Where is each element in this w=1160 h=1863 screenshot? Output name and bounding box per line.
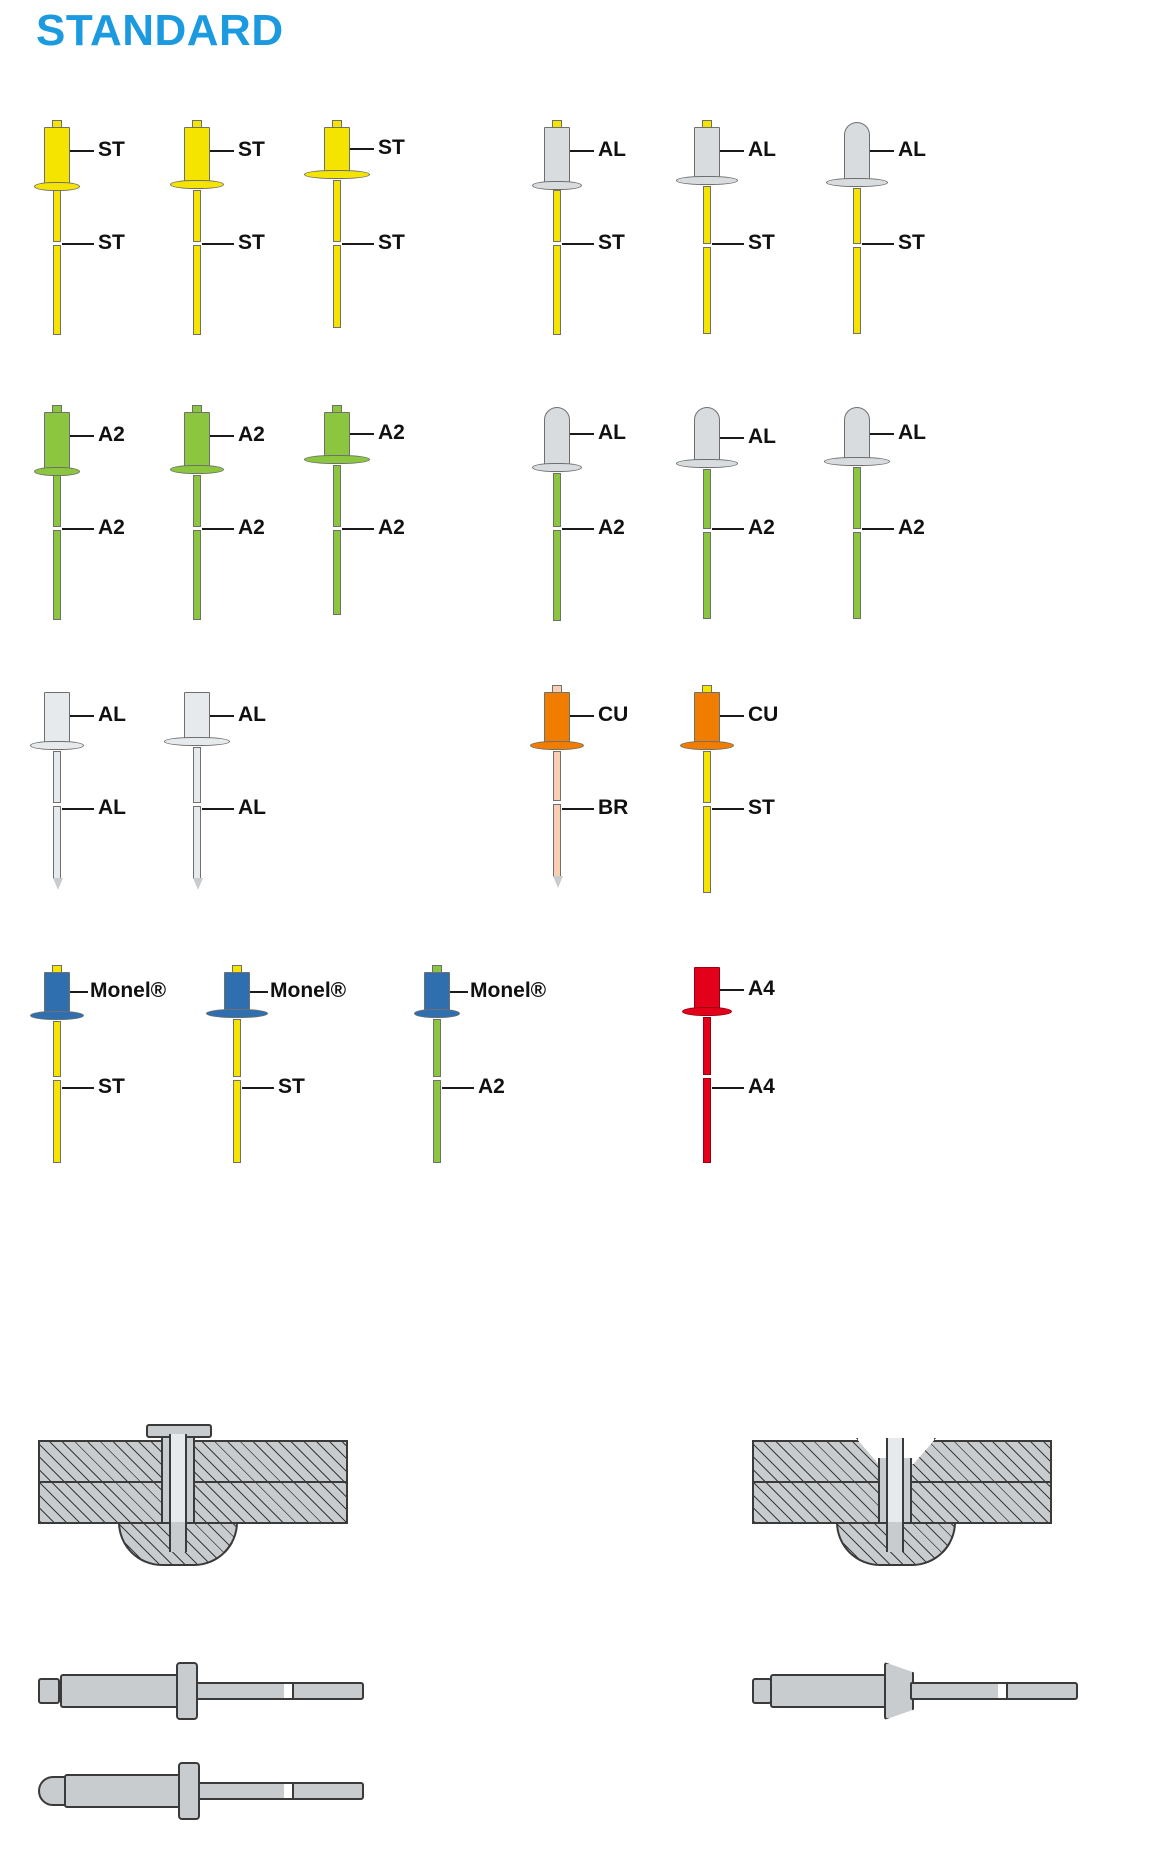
rivet-mandrel (193, 475, 201, 620)
rivet-head (544, 127, 570, 185)
rivet-mandrel (553, 190, 561, 335)
leader-line (720, 437, 744, 439)
rivet-flange (676, 459, 738, 468)
rivet-mandrel (703, 1017, 711, 1163)
rivet-mandrel-label: BR (598, 796, 629, 819)
rivet-mandrel-label: A2 (238, 516, 265, 539)
leader-line (70, 715, 94, 717)
side-view-dome-head-rivet (38, 1760, 458, 1820)
mandrel-core (169, 1434, 187, 1534)
rivet-head (694, 692, 720, 746)
rivet-mandrel (553, 751, 561, 877)
rivet-mandrel-label: ST (598, 231, 625, 254)
rivet-mandrel (53, 751, 61, 879)
rivet-mandrel-label: ST (748, 796, 775, 819)
mandrel-stub (192, 120, 202, 127)
leader-line (720, 150, 744, 152)
rivet-head-label: AL (598, 421, 626, 444)
mandrel-stub (552, 120, 562, 127)
leader-line (570, 150, 594, 152)
rivet-mandrel-label: ST (378, 231, 405, 254)
rivet-head (324, 412, 350, 460)
leader-line (202, 528, 234, 530)
rivet-mandrel-label: ST (278, 1075, 305, 1098)
leader-line (562, 808, 594, 810)
rivet-mandrel-label: ST (98, 1075, 125, 1098)
rivet-body-sleeve (770, 1674, 888, 1708)
mandrel-stem-tail (292, 1682, 364, 1700)
mandrel-break-notch (703, 802, 711, 807)
rivet-head-label: AL (598, 138, 626, 161)
mandrel-break-notch (553, 526, 561, 531)
rivet-head-label: Monel® (270, 979, 347, 1002)
rivet-mandrel-label: AL (238, 796, 266, 819)
leader-line (720, 989, 744, 991)
rivet-flange (532, 181, 582, 190)
rivet-head-label: ST (378, 136, 405, 159)
mandrel-break-notch (193, 526, 201, 531)
rivet-head (694, 127, 720, 181)
section-drawing-set-rivet-countersunk-head (752, 1440, 1112, 1580)
leader-line (342, 528, 374, 530)
rivet-flange (30, 1011, 84, 1020)
rivet-head (844, 122, 870, 186)
mandrel-stub (52, 965, 62, 972)
mandrel-core-lower (886, 1522, 904, 1552)
mandrel-stub (52, 120, 62, 127)
rivet-mandrel-label: ST (98, 231, 125, 254)
mandrel-break-notch (233, 1076, 241, 1081)
rivet-head-label: CU (598, 703, 629, 726)
rivet-flange (414, 1009, 460, 1018)
mandrel-stub (432, 965, 442, 972)
mandrel-stub (232, 965, 242, 972)
rivet-flange (206, 1009, 268, 1018)
rivet-flange (676, 176, 738, 185)
rivet-head-label: Monel® (470, 979, 547, 1002)
side-view-flat-head-rivet (38, 1660, 458, 1720)
leader-line (342, 243, 374, 245)
mandrel-break-notch (553, 800, 561, 805)
rivet-mandrel (853, 467, 861, 619)
leader-line (712, 808, 744, 810)
rivet-head-label: CU (748, 703, 779, 726)
rivet-flange (164, 737, 230, 746)
leader-line (70, 991, 88, 993)
mandrel-stub (52, 405, 62, 412)
rivet-head (44, 972, 70, 1016)
mandrel-break-notch (433, 1076, 441, 1081)
mandrel-stub (192, 405, 202, 412)
mandrel-stem (196, 1682, 288, 1700)
rivet-mandrel-label: A2 (598, 516, 625, 539)
rivet-mandrel-label: A2 (898, 516, 925, 539)
leader-line (250, 991, 268, 993)
mandrel-stub (332, 120, 342, 127)
leader-line (442, 1087, 474, 1089)
rivet-mandrel (553, 473, 561, 621)
leader-line (712, 243, 744, 245)
section-drawing-set-rivet-flat-head (38, 1440, 398, 1580)
rivet-mandrel (53, 475, 61, 620)
leader-line (242, 1087, 274, 1089)
leader-line (570, 433, 594, 435)
mandrel-break-notch (53, 526, 61, 531)
rivet-head (184, 412, 210, 470)
rivet-flange (170, 180, 224, 189)
rivet-mandrel (53, 190, 61, 335)
mandrel-break-notch (53, 241, 61, 246)
rivet-flange (530, 741, 584, 750)
rivet-mandrel-label: ST (748, 231, 775, 254)
rivet-mandrel-label: A2 (378, 516, 405, 539)
rivet-mandrel-label: A4 (748, 1075, 775, 1098)
mandrel-head-end (38, 1678, 60, 1704)
leader-line (202, 243, 234, 245)
rivet-head-label: ST (98, 138, 125, 161)
rivet-head-label: AL (898, 138, 926, 161)
rivet-body-sleeve (60, 1674, 180, 1708)
rivet-mandrel (53, 1021, 61, 1163)
rivet-head-label: A2 (238, 423, 265, 446)
mandrel-break-notch (193, 241, 201, 246)
leader-line (62, 1087, 94, 1089)
mandrel-stem (910, 1682, 1002, 1700)
leader-line (720, 715, 744, 717)
rivet-mandrel (853, 188, 861, 334)
rivet-head-label: AL (748, 138, 776, 161)
mandrel-stem (198, 1782, 288, 1800)
rivet-flange (682, 1007, 732, 1016)
rivet-head-label: A4 (748, 977, 775, 1000)
leader-line (870, 433, 894, 435)
leader-line (562, 528, 594, 530)
rivet-mandrel-label: ST (238, 231, 265, 254)
rivet-head (694, 967, 720, 1011)
leader-line (62, 243, 94, 245)
leader-line (70, 435, 94, 437)
rivet-head-label: Monel® (90, 979, 167, 1002)
leader-line (870, 150, 894, 152)
rivet-head-label: ST (238, 138, 265, 161)
rivet-head-label: AL (98, 703, 126, 726)
leader-line (862, 528, 894, 530)
mandrel-stub (552, 685, 562, 692)
rivet-head-label: A2 (378, 421, 405, 444)
rivet-flange (826, 178, 888, 187)
rivet-mandrel-label: A2 (98, 516, 125, 539)
mandrel-break-notch (193, 802, 201, 807)
rivet-mandrel-label: ST (898, 231, 925, 254)
mandrel-break-notch (553, 241, 561, 246)
rivet-head (844, 407, 870, 463)
rivet-flange (680, 741, 734, 750)
leader-line (210, 715, 234, 717)
mandrel-stub (702, 685, 712, 692)
rivet-mandrel (193, 747, 201, 879)
rivet-head (184, 127, 210, 185)
mandrel-break-notch (333, 526, 341, 531)
rivet-head (424, 972, 450, 1014)
rivet-head-label: AL (748, 425, 776, 448)
rivet-head (224, 972, 250, 1014)
rivet-flange (170, 465, 224, 474)
mandrel-break-notch (333, 241, 341, 246)
leader-line (70, 150, 94, 152)
mandrel-stub (702, 120, 712, 127)
rivet-mandrel (333, 465, 341, 615)
rivet-body-sleeve (64, 1774, 182, 1808)
rivet-mandrel (703, 469, 711, 619)
rivet-head (44, 692, 70, 746)
rivet-flange (532, 463, 582, 472)
rivet-head-label: A2 (98, 423, 125, 446)
rivet-head (44, 127, 70, 185)
rivet-flange (304, 455, 370, 464)
rivet-mandrel-label: A2 (748, 516, 775, 539)
rivet-mandrel (703, 186, 711, 334)
rivet-head (694, 407, 720, 465)
leader-line (62, 528, 94, 530)
mandrel-core (886, 1438, 904, 1530)
leader-line (202, 808, 234, 810)
side-view-countersunk-head-rivet (752, 1660, 1160, 1720)
rivet-head-label: AL (238, 703, 266, 726)
rivet-head-flange (176, 1662, 198, 1720)
leader-line (350, 148, 374, 150)
leader-line (570, 715, 594, 717)
rivet-mandrel (233, 1019, 241, 1163)
mandrel-break-notch (853, 528, 861, 533)
rivet-mandrel-label: A2 (478, 1075, 505, 1098)
mandrel-head-end (752, 1678, 772, 1704)
leader-line (62, 808, 94, 810)
mandrel-stem-tail (1006, 1682, 1078, 1700)
mandrel-stub (332, 405, 342, 412)
rivet-mandrel (333, 180, 341, 328)
page-title: STANDARD (36, 6, 284, 55)
rivet-mandrel (703, 751, 711, 893)
rivet-mandrel-label: AL (98, 796, 126, 819)
rivet-head-flange (178, 1762, 200, 1820)
mandrel-break-notch (703, 1074, 711, 1079)
mandrel-break-notch (703, 528, 711, 533)
rivet-head (184, 692, 210, 742)
rivet-head-label: AL (898, 421, 926, 444)
leader-line (862, 243, 894, 245)
leader-line (350, 433, 374, 435)
leader-line (712, 528, 744, 530)
rivet-head (544, 692, 570, 746)
leader-line (712, 1087, 744, 1089)
rivet-mandrel (433, 1019, 441, 1163)
mandrel-stem-tail (292, 1782, 364, 1800)
mandrel-break-notch (53, 802, 61, 807)
rivet-flange (30, 741, 84, 750)
leader-line (450, 991, 468, 993)
mandrel-break-notch (703, 243, 711, 248)
rivet-flange (824, 457, 890, 466)
rivet-flange (304, 170, 370, 179)
mandrel-core-lower (169, 1522, 187, 1552)
leader-line (562, 243, 594, 245)
leader-line (210, 435, 234, 437)
rivet-head (544, 407, 570, 469)
leader-line (210, 150, 234, 152)
mandrel-break-notch (53, 1076, 61, 1081)
mandrel-break-notch (853, 243, 861, 248)
rivet-head (324, 127, 350, 175)
rivet-mandrel (193, 190, 201, 335)
rivet-head (44, 412, 70, 470)
